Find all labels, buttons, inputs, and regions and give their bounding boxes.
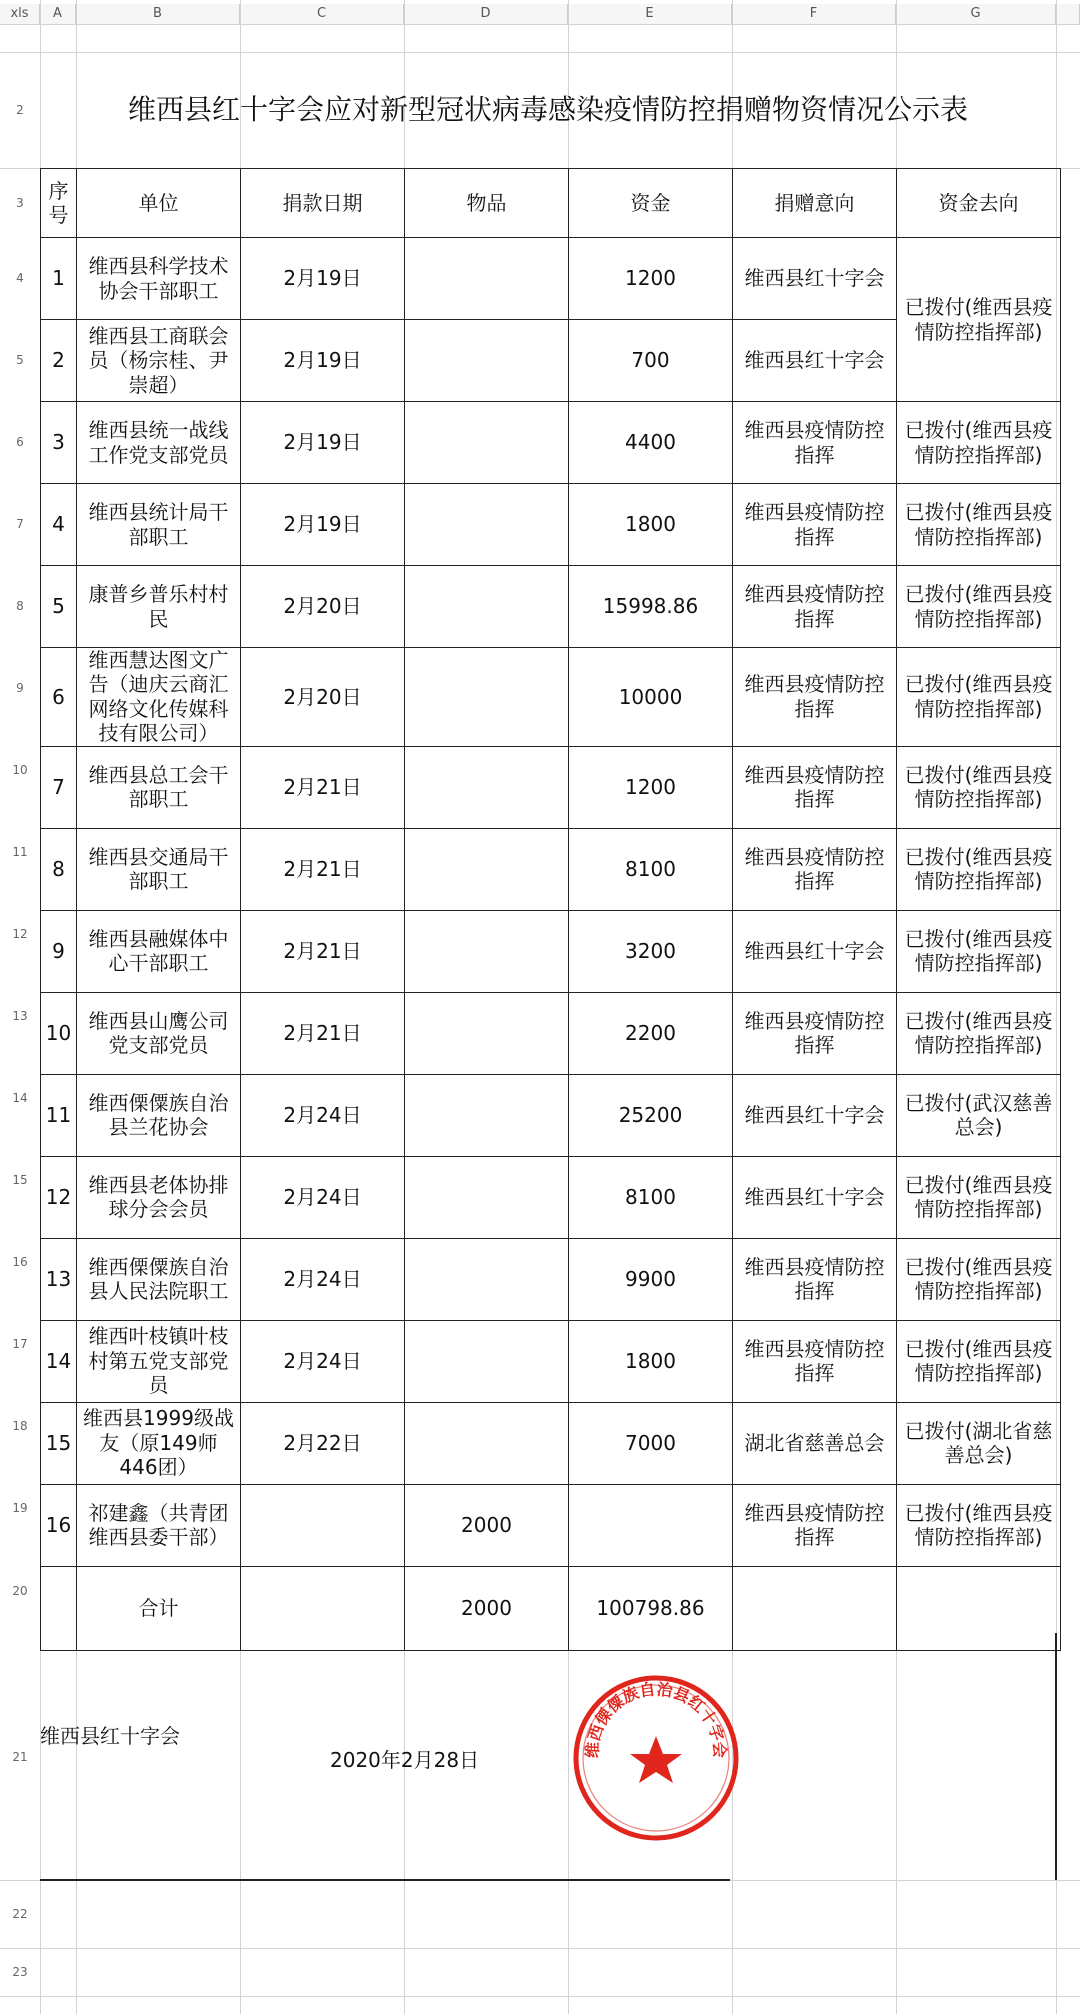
row-header-12[interactable]: 12 xyxy=(12,927,28,941)
row-destination-cell[interactable]: 已拨付(武汉慈善总会) xyxy=(897,1074,1061,1156)
row-intent-cell[interactable]: 维西县疫情防控指挥 xyxy=(733,828,897,910)
row-unit-cell[interactable]: 维西县统一战线工作党支部党员 xyxy=(77,402,241,484)
row-date-cell[interactable]: 2月21日 xyxy=(241,992,405,1074)
row-unit-cell[interactable]: 维西县融媒体中心干部职工 xyxy=(77,910,241,992)
column-header-f[interactable]: F xyxy=(732,4,896,24)
row-destination-cell[interactable]: 已拨付(维西县疫情防控指挥部) xyxy=(897,1484,1061,1566)
row-date-cell[interactable]: 2月19日 xyxy=(241,484,405,566)
row-date-cell[interactable]: 2月19日 xyxy=(241,402,405,484)
row-date-cell[interactable]: 2月21日 xyxy=(241,910,405,992)
row-intent-cell[interactable]: 维西县疫情防控指挥 xyxy=(733,1238,897,1320)
row-header-22[interactable]: 22 xyxy=(12,1907,28,1921)
row-intent-cell[interactable]: 维西县红十字会 xyxy=(733,1074,897,1156)
seal-star-icon xyxy=(630,1736,682,1783)
row-no-cell[interactable]: 7 xyxy=(41,746,77,828)
total-goods-cell[interactable]: 2000 xyxy=(405,1566,569,1650)
table-row xyxy=(41,1320,1061,1402)
row-no-cell[interactable]: 13 xyxy=(41,1238,77,1320)
row-funds-cell[interactable]: 4400 xyxy=(569,402,733,484)
row-goods-cell[interactable] xyxy=(405,992,569,1074)
table-row xyxy=(41,238,1061,320)
row-goods-cell[interactable] xyxy=(405,1156,569,1238)
column-header-c[interactable]: C xyxy=(240,4,404,24)
row-date-cell[interactable] xyxy=(241,1484,405,1566)
table-header-row xyxy=(41,169,1061,238)
row-header-6[interactable]: 6 xyxy=(16,435,24,449)
row-intent-cell[interactable]: 维西县疫情防控指挥 xyxy=(733,566,897,648)
row-goods-cell[interactable] xyxy=(405,238,569,320)
column-header-g[interactable]: G xyxy=(896,4,1056,24)
row-goods-cell[interactable] xyxy=(405,566,569,648)
row-funds-cell[interactable]: 25200 xyxy=(569,1074,733,1156)
row-date-cell[interactable]: 2月24日 xyxy=(241,1320,405,1402)
row-no-cell[interactable]: 9 xyxy=(41,910,77,992)
header-cell-no[interactable]: 序号 xyxy=(41,169,77,238)
table-row xyxy=(41,910,1061,992)
row-destination-cell[interactable]: 已拨付(维西县疫情防控指挥部) xyxy=(897,1238,1061,1320)
row-header-11[interactable]: 11 xyxy=(12,845,28,859)
row-intent-cell[interactable]: 维西县疫情防控指挥 xyxy=(733,402,897,484)
header-cell-destination[interactable]: 资金去向 xyxy=(897,169,1061,238)
row-unit-cell[interactable]: 祁建鑫（共青团维西县委干部） xyxy=(77,1484,241,1566)
table-row xyxy=(41,1402,1061,1484)
row-intent-cell[interactable]: 维西县红十字会 xyxy=(733,320,897,402)
row-goods-cell[interactable] xyxy=(405,648,569,747)
row-goods-cell[interactable]: 2000 xyxy=(405,1484,569,1566)
row-no-cell[interactable]: 11 xyxy=(41,1074,77,1156)
row-goods-cell[interactable] xyxy=(405,320,569,402)
row-unit-cell[interactable]: 维西傈僳族自治县兰花协会 xyxy=(77,1074,241,1156)
header-cell-goods[interactable]: 物品 xyxy=(405,169,569,238)
row-funds-cell[interactable]: 7000 xyxy=(569,1402,733,1484)
row-funds-cell[interactable]: 3200 xyxy=(569,910,733,992)
row-date-cell[interactable]: 2月24日 xyxy=(241,1074,405,1156)
row-intent-cell[interactable]: 维西县疫情防控指挥 xyxy=(733,1320,897,1402)
table-row xyxy=(41,566,1061,648)
row-funds-cell[interactable]: 2200 xyxy=(569,992,733,1074)
total-destination-cell[interactable] xyxy=(897,1566,1061,1650)
row-date-cell[interactable]: 2月24日 xyxy=(241,1238,405,1320)
row-date-cell[interactable]: 2月24日 xyxy=(241,1156,405,1238)
table-row xyxy=(41,1156,1061,1238)
total-funds-cell[interactable]: 100798.86 xyxy=(569,1566,733,1650)
row-unit-cell[interactable]: 维西叶枝镇叶枝村第五党支部党员 xyxy=(77,1320,241,1402)
footer-organization: 维西县红十字会 xyxy=(40,1724,180,1748)
row-funds-cell[interactable]: 1800 xyxy=(569,1320,733,1402)
header-cell-date[interactable]: 捐款日期 xyxy=(241,169,405,238)
row-header-21[interactable]: 21 xyxy=(12,1749,28,1764)
table-row xyxy=(41,484,1061,566)
row-unit-cell[interactable]: 维西县山鹰公司党支部党员 xyxy=(77,992,241,1074)
row-destination-cell[interactable]: 已拨付(湖北省慈善总会) xyxy=(897,1402,1061,1484)
table-row xyxy=(41,1484,1061,1566)
row-destination-cell[interactable]: 已拨付(维西县疫情防控指挥部) xyxy=(897,1156,1061,1238)
row-unit-cell[interactable]: 维西县交通局干部职工 xyxy=(77,828,241,910)
row-goods-cell[interactable] xyxy=(405,1238,569,1320)
official-seal-stamp xyxy=(570,1672,742,1844)
row-header-9[interactable]: 9 xyxy=(16,681,24,695)
row-destination-cell[interactable]: 已拨付(维西县疫情防控指挥部) xyxy=(897,910,1061,992)
row-goods-cell[interactable] xyxy=(405,746,569,828)
column-header-a[interactable]: A xyxy=(40,4,76,24)
total-no-cell[interactable] xyxy=(41,1566,77,1650)
footer-date: 2020年2月28日 xyxy=(330,1748,480,1772)
row-funds-cell[interactable]: 700 xyxy=(569,320,733,402)
row-destination-cell[interactable]: 已拨付(维西县疫情防控指挥部) xyxy=(897,1320,1061,1402)
row-no-cell[interactable]: 12 xyxy=(41,1156,77,1238)
row-no-cell[interactable]: 15 xyxy=(41,1402,77,1484)
row-no-cell[interactable]: 16 xyxy=(41,1484,77,1566)
row-funds-cell[interactable]: 8100 xyxy=(569,828,733,910)
select-all-corner[interactable]: xls xyxy=(0,4,40,24)
row-destination-cell[interactable]: 已拨付(维西县疫情防控指挥部) xyxy=(897,566,1061,648)
row-unit-cell[interactable]: 维西县科学技术协会干部职工 xyxy=(77,238,241,320)
table-row xyxy=(41,992,1061,1074)
row-goods-cell[interactable] xyxy=(405,484,569,566)
row-unit-cell[interactable]: 维西县工商联会员（杨宗桂、尹崇超） xyxy=(77,320,241,402)
row-intent-cell[interactable]: 维西县疫情防控指挥 xyxy=(733,1484,897,1566)
row-intent-cell[interactable]: 维西县疫情防控指挥 xyxy=(733,992,897,1074)
page-title: 维西县红十字会应对新型冠状病毒感染疫情防控捐赠物资情况公示表 xyxy=(127,93,968,126)
row-intent-cell[interactable]: 维西县疫情防控指挥 xyxy=(733,746,897,828)
row-funds-cell[interactable] xyxy=(569,1484,733,1566)
row-goods-cell[interactable] xyxy=(405,1320,569,1402)
row-funds-cell[interactable]: 1200 xyxy=(569,238,733,320)
row-header-14[interactable]: 14 xyxy=(12,1091,28,1105)
row-destination-cell[interactable]: 已拨付(维西县疫情防控指挥部) xyxy=(897,746,1061,828)
row-goods-cell[interactable] xyxy=(405,828,569,910)
row-destination-cell[interactable]: 已拨付(维西县疫情防控指挥部) xyxy=(897,402,1061,484)
table-row xyxy=(41,1238,1061,1320)
row-unit-cell[interactable]: 维西慧达图文广告（迪庆云商汇网络文化传媒科技有限公司） xyxy=(77,648,241,747)
table-row xyxy=(41,746,1061,828)
merged-destination-cell[interactable]: 已拨付(维西县疫情防控指挥部) xyxy=(897,238,1061,402)
header-cell-intent[interactable]: 捐赠意向 xyxy=(733,169,897,238)
row-no-cell[interactable]: 10 xyxy=(41,992,77,1074)
row-intent-cell[interactable]: 维西县疫情防控指挥 xyxy=(733,648,897,747)
row-unit-cell[interactable]: 维西傈僳族自治县人民法院职工 xyxy=(77,1238,241,1320)
row-intent-cell[interactable]: 湖北省慈善总会 xyxy=(733,1402,897,1484)
row-funds-cell[interactable]: 15998.86 xyxy=(569,566,733,648)
row-unit-cell[interactable]: 维西县总工会干部职工 xyxy=(77,746,241,828)
row-goods-cell[interactable] xyxy=(405,402,569,484)
row-destination-cell[interactable]: 已拨付(维西县疫情防控指挥部) xyxy=(897,648,1061,747)
row-header-16[interactable]: 16 xyxy=(12,1255,28,1269)
column-header-b[interactable]: B xyxy=(76,4,240,24)
row-header-2[interactable]: 2 xyxy=(16,103,24,117)
row-unit-cell[interactable]: 维西县统计局干部职工 xyxy=(77,484,241,566)
row-goods-cell[interactable] xyxy=(405,1402,569,1484)
row-intent-cell[interactable]: 维西县疫情防控指挥 xyxy=(733,484,897,566)
row-header-10[interactable]: 10 xyxy=(12,763,28,777)
column-header-e[interactable]: E xyxy=(568,4,732,24)
row-header-5[interactable]: 5 xyxy=(16,353,24,367)
row-no-cell[interactable]: 6 xyxy=(41,648,77,747)
header-cell-funds[interactable]: 资金 xyxy=(569,169,733,238)
column-header-d[interactable]: D xyxy=(404,4,568,24)
row-date-cell[interactable]: 2月19日 xyxy=(241,320,405,402)
row-funds-cell[interactable]: 1200 xyxy=(569,746,733,828)
donation-table xyxy=(40,168,1061,1651)
row-goods-cell[interactable] xyxy=(405,1074,569,1156)
row-destination-cell[interactable]: 已拨付(维西县疫情防控指挥部) xyxy=(897,828,1061,910)
svg-text:维西傈僳族自治县红十字会: 维西傈僳族自治县红十字会 xyxy=(582,1679,730,1759)
row-destination-cell[interactable]: 已拨付(维西县疫情防控指挥部) xyxy=(897,992,1061,1074)
row-funds-cell[interactable]: 1800 xyxy=(569,484,733,566)
row-header-7[interactable]: 7 xyxy=(16,517,24,531)
row-header-23[interactable]: 23 xyxy=(12,1965,28,1979)
row-funds-cell[interactable]: 10000 xyxy=(569,648,733,747)
row-date-cell[interactable]: 2月21日 xyxy=(241,746,405,828)
total-label-cell[interactable]: 合计 xyxy=(77,1566,241,1650)
row-date-cell[interactable]: 2月21日 xyxy=(241,828,405,910)
column-header-h[interactable] xyxy=(1056,4,1080,24)
row-goods-cell[interactable] xyxy=(405,910,569,992)
table-row xyxy=(41,1074,1061,1156)
row-no-cell[interactable]: 2 xyxy=(41,320,77,402)
row-header-15[interactable]: 15 xyxy=(12,1173,28,1187)
row-unit-cell[interactable]: 维西县老体协排球分会会员 xyxy=(77,1156,241,1238)
row-funds-cell[interactable]: 9900 xyxy=(569,1238,733,1320)
row-header-20[interactable]: 20 xyxy=(12,1584,28,1598)
row-no-cell[interactable]: 1 xyxy=(41,238,77,320)
total-date-cell[interactable] xyxy=(241,1566,405,1650)
table-row xyxy=(41,648,1061,747)
table-row xyxy=(41,402,1061,484)
row-intent-cell[interactable]: 维西县红十字会 xyxy=(733,910,897,992)
row-intent-cell[interactable]: 维西县红十字会 xyxy=(733,1156,897,1238)
row-header-8[interactable]: 8 xyxy=(16,599,24,613)
total-row xyxy=(41,1566,1061,1650)
row-no-cell[interactable]: 14 xyxy=(41,1320,77,1402)
row-header-13[interactable]: 13 xyxy=(12,1009,28,1023)
row-date-cell[interactable]: 2月19日 xyxy=(241,238,405,320)
row-date-cell[interactable]: 2月20日 xyxy=(241,648,405,747)
row-funds-cell[interactable]: 8100 xyxy=(569,1156,733,1238)
row-no-cell[interactable]: 8 xyxy=(41,828,77,910)
row-header-3[interactable]: 3 xyxy=(16,195,24,210)
row-header-19[interactable]: 19 xyxy=(12,1501,28,1515)
row-unit-cell[interactable]: 维西县1999级战友（原149师446团） xyxy=(77,1402,241,1484)
row-date-cell[interactable]: 2月22日 xyxy=(241,1402,405,1484)
row-destination-cell[interactable]: 已拨付(维西县疫情防控指挥部) xyxy=(897,484,1061,566)
row-date-cell[interactable]: 2月20日 xyxy=(241,566,405,648)
row-header-4[interactable]: 4 xyxy=(16,271,24,285)
row-intent-cell[interactable]: 维西县红十字会 xyxy=(733,238,897,320)
row-header-18[interactable]: 18 xyxy=(12,1419,28,1433)
row-no-cell[interactable]: 5 xyxy=(41,566,77,648)
row-no-cell[interactable]: 4 xyxy=(41,484,77,566)
row-unit-cell[interactable]: 康普乡普乐村村民 xyxy=(77,566,241,648)
table-row xyxy=(41,828,1061,910)
row-no-cell[interactable]: 3 xyxy=(41,402,77,484)
header-cell-unit[interactable]: 单位 xyxy=(77,169,241,238)
total-intent-cell[interactable] xyxy=(733,1566,897,1650)
row-header-17[interactable]: 17 xyxy=(12,1337,28,1351)
